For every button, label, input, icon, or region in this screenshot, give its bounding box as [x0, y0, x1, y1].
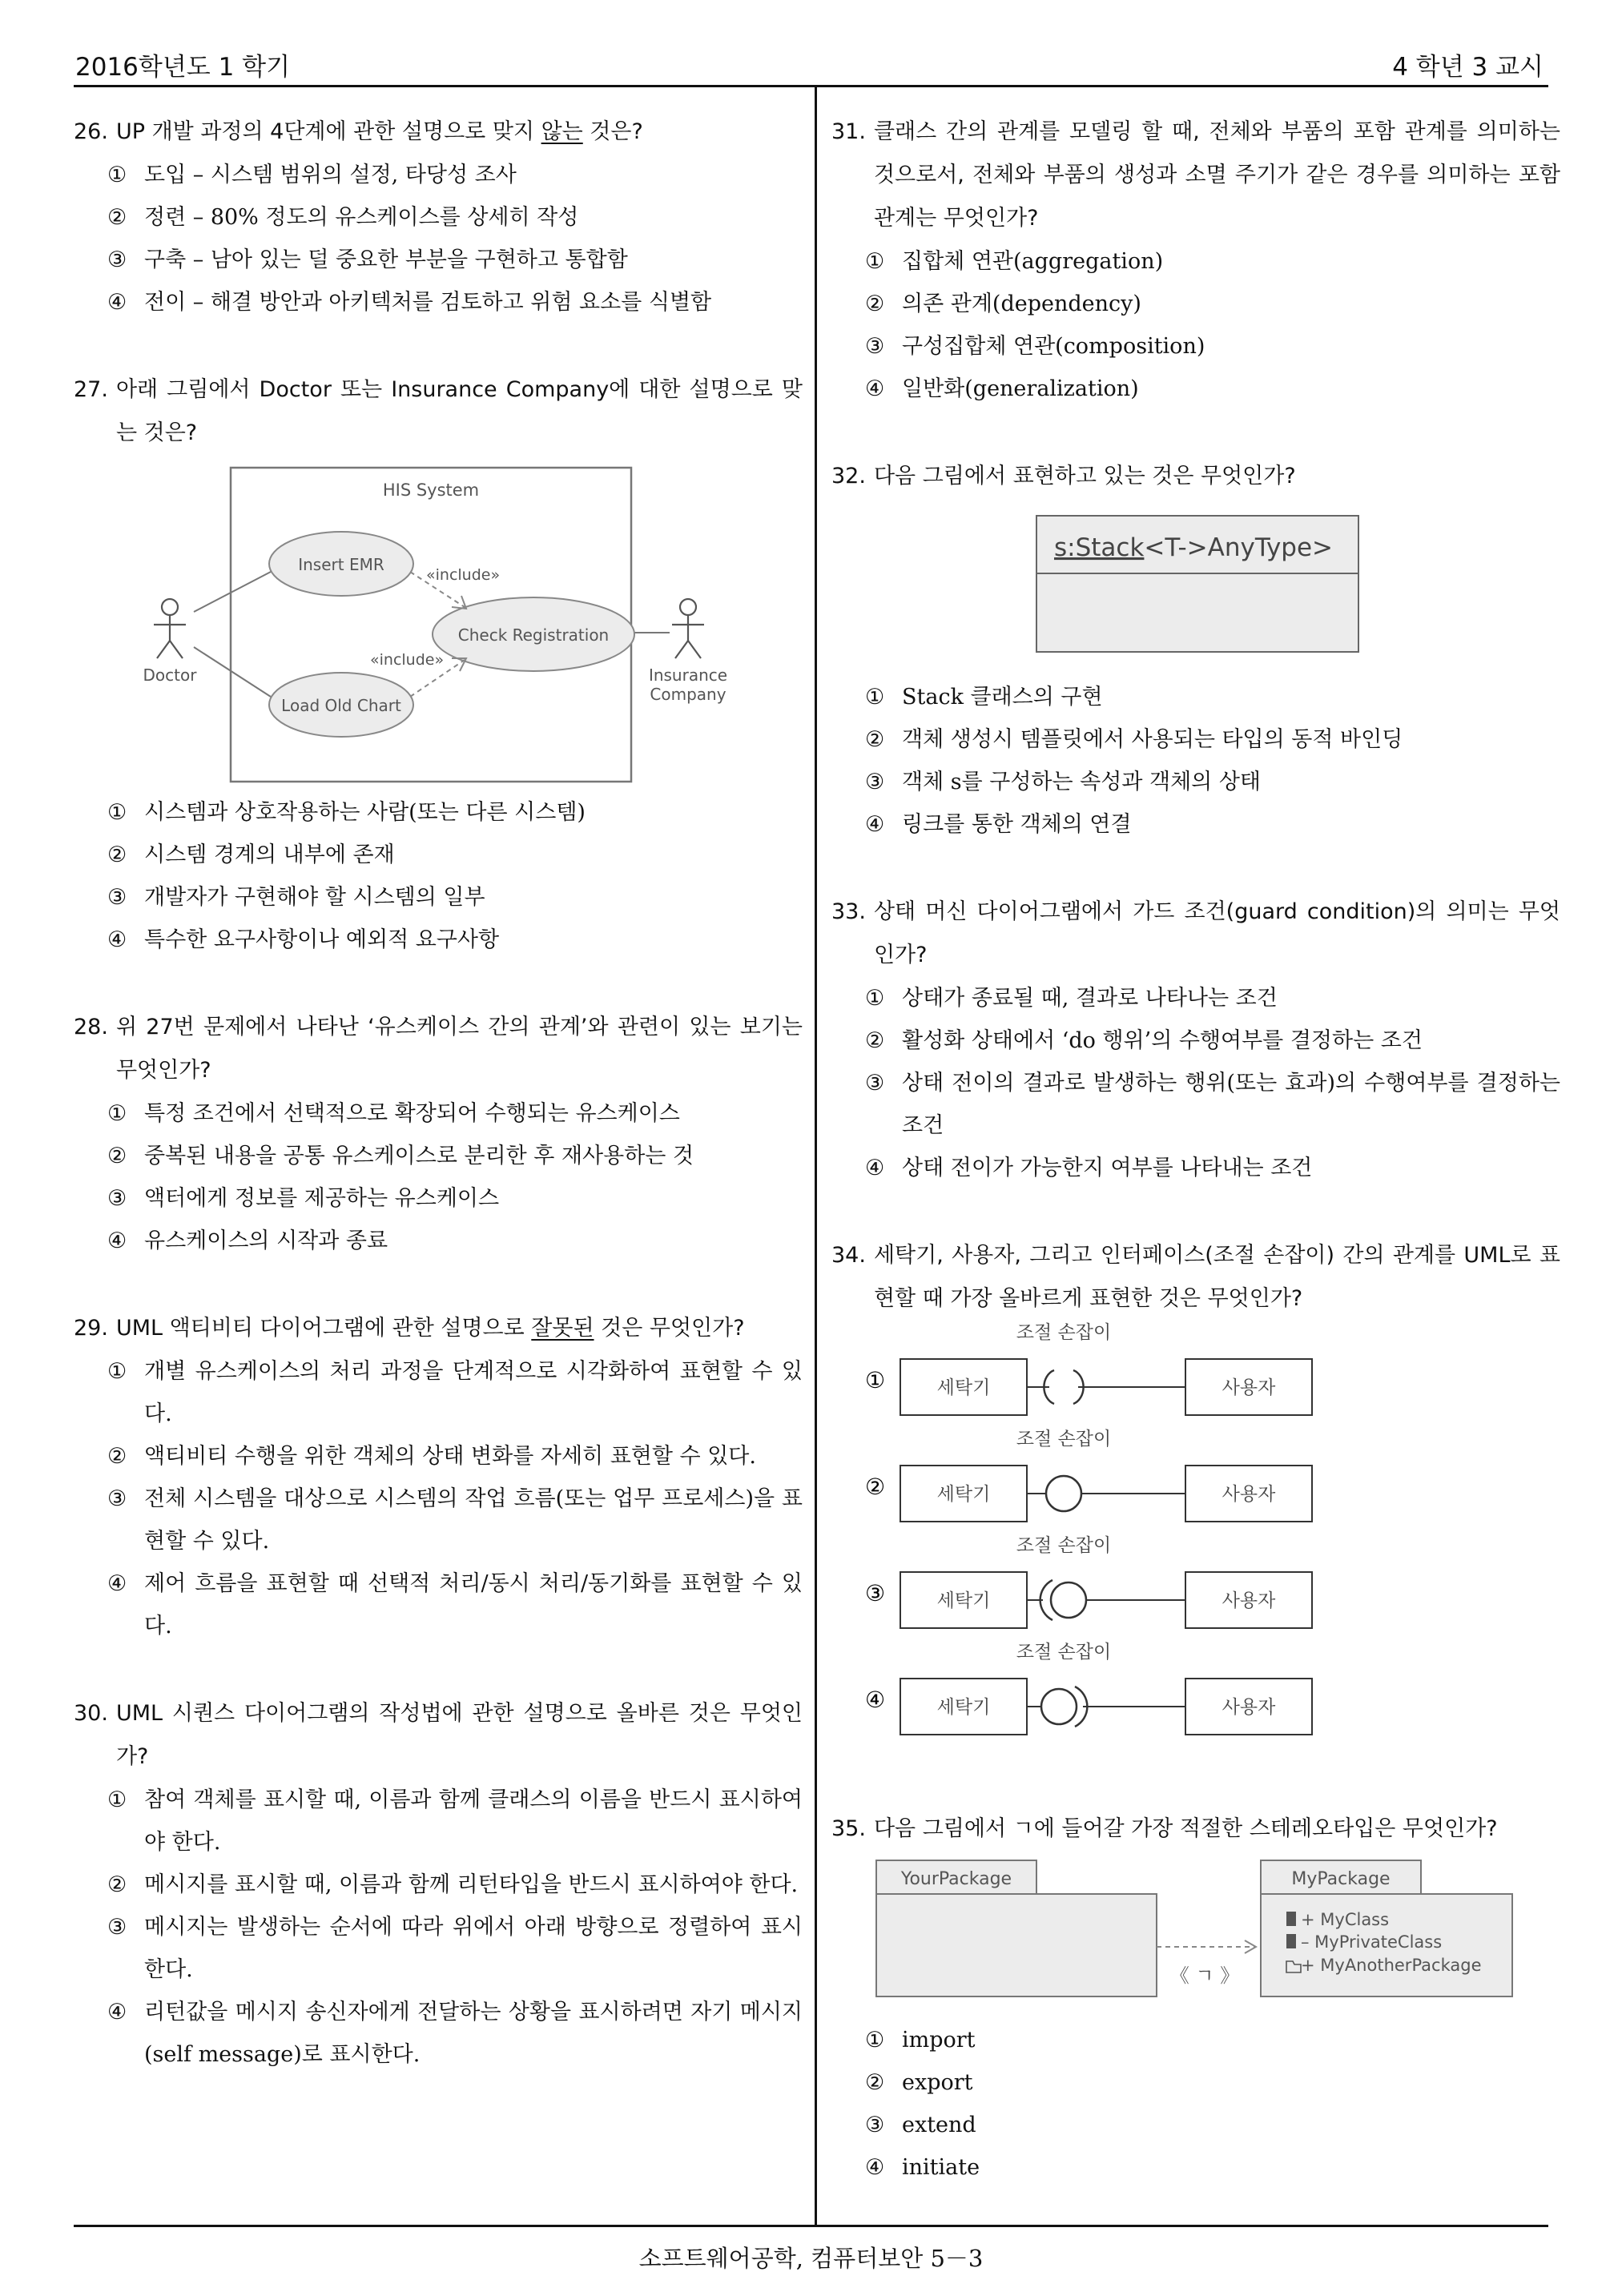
page-footer: 소프트웨어공학, 컴퓨터보안 5－3 — [638, 2245, 984, 2272]
option-3: ③ 액터에게 정보를 제공하는 유스케이스 — [107, 1186, 500, 1211]
svg-text:Insert EMR: Insert EMR — [298, 555, 384, 574]
class-icon — [1286, 1912, 1296, 1926]
package-diagram — [831, 1856, 1560, 2016]
option-4: ④ 전이 – 해결 방안과 아키텍처를 검토하고 위험 요소를 식별함 — [107, 290, 712, 315]
question-26 — [74, 111, 803, 324]
question-text: 아래 그림에서 Doctor 또는 Insurance Company에 대한 설명으로 맞는 것은? — [115, 377, 803, 445]
question-30 — [74, 1692, 803, 2076]
svg-text:④: ④ — [865, 1687, 886, 1713]
object-name: s:Stack<T->AnyType> — [1054, 533, 1334, 562]
option-3: ③ 구축 – 남아 있는 덜 중요한 부분을 구현하고 통합함 — [107, 247, 628, 272]
question-text: 클래스 간의 관계를 모델링 할 때, 전체와 부품의 포함 관계를 의미하는 것으로서, 전체와 부품의 생성과 소멸 주기가 같은 경우를 의미하는 포함 관계는 무엇인가? — [873, 119, 1560, 231]
question-number: 35. — [831, 1816, 866, 1841]
svg-text:세탁기: 세탁기 — [936, 1697, 991, 1718]
option-4: ④ 상태 전이가 가능한지 여부를 나타내는 조건 — [865, 1156, 1313, 1180]
package-my: MyPackage — [1291, 1869, 1391, 1889]
option-1: ① 특정 조건에서 선택적으로 확장되어 수행되는 유스케이스 — [107, 1101, 680, 1126]
option-1: ① 도입 – 시스템 범위의 설정, 타당성 조사 — [107, 163, 517, 187]
interface-option-4 — [865, 1642, 1312, 1735]
option-4: ④ initiate — [865, 2155, 980, 2180]
question-text: UML 액티비티 다이어그램에 관한 설명으로 잘못된 것은 무엇인가? — [115, 1316, 745, 1341]
question-text: UP 개발 과정의 4단계에 관한 설명으로 맞지 않는 것은? — [115, 119, 643, 144]
insurance-actor-icon — [672, 599, 704, 658]
question-text: 상태 머신 다이어그램에서 가드 조건(guard condition)의 의미는 무엇인가? — [873, 899, 1560, 967]
question-35 — [831, 1807, 1560, 2189]
question-number: 27. — [74, 377, 108, 402]
interface-option-2 — [865, 1429, 1312, 1522]
svg-text:조절 손잡이: 조절 손잡이 — [1016, 1642, 1112, 1663]
option-3: ③ 구성집합체 연관(composition) — [865, 334, 1205, 359]
svg-text:– MyPrivateClass: – MyPrivateClass — [1301, 1932, 1443, 1952]
left-column — [74, 111, 803, 2076]
option-1: ① 참여 객체를 표시할 때, 이름과 함께 클래스의 이름을 반드시 표시하여야 한다. — [107, 1787, 803, 1855]
option-1: ① Stack 클래스의 구현 — [865, 685, 1103, 710]
question-27 — [74, 368, 803, 961]
option-4: ④ 일반화(generalization) — [865, 376, 1139, 401]
option-2: ② 의존 관계(dependency) — [865, 292, 1141, 316]
header-grade-period: 4 학년 3 교시 — [1392, 53, 1544, 82]
question-number: 26. — [74, 119, 108, 144]
option-4: ④ 특수한 요구사항이나 예외적 요구사항 — [107, 927, 500, 952]
question-number: 32. — [831, 464, 866, 489]
question-number: 29. — [74, 1316, 108, 1341]
include-label-1: «include» — [426, 566, 501, 584]
option-2: ② 정련 – 80% 정도의 유스케이스를 상세히 작성 — [107, 205, 579, 230]
option-3: ③ 개발자가 구현해야 할 시스템의 일부 — [107, 885, 485, 910]
question-33 — [831, 891, 1560, 1189]
question-text: 위 27번 문제에서 나타난 ‘유스케이스 간의 관계’와 관련이 있는 보기는 무엇인가? — [115, 1015, 803, 1083]
svg-text:+ MyClass: + MyClass — [1301, 1910, 1390, 1929]
actor-insurance-company: Insurance — [648, 665, 728, 685]
question-text: 세탁기, 사용자, 그리고 인터페이스(조절 손잡이) 간의 관계를 UML로 표현할 때 가장 올바르게 표현한 것은 무엇인가? — [873, 1243, 1560, 1311]
option-2: ② 활성화 상태에서 ‘do 행위’의 수행여부를 결정하는 조건 — [865, 1028, 1423, 1053]
question-number: 31. — [831, 119, 866, 144]
svg-text:③: ③ — [865, 1580, 886, 1606]
question-text: 다음 그림에서 ㄱ에 들어갈 가장 적절한 스테레오타입은 무엇인가? — [873, 1816, 1498, 1841]
option-3: ③ 객체 s를 구성하는 속성과 객체의 상태 — [865, 770, 1261, 794]
stereotype-label: 《 ㄱ 》 — [1169, 1964, 1240, 1987]
system-label: HIS System — [382, 481, 480, 500]
option-2: ② 객체 생성시 템플릿에서 사용되는 타입의 동적 바인딩 — [865, 727, 1403, 752]
svg-text:사용자: 사용자 — [1222, 1590, 1276, 1611]
option-2: ② 중복된 내용을 공통 유스케이스로 분리한 후 재사용하는 것 — [107, 1144, 694, 1168]
option-3: ③ 메시지는 발생하는 순서에 따라 위에서 아래 방향으로 정렬하여 표시한다. — [107, 1915, 803, 1982]
question-28 — [74, 1006, 803, 1262]
question-32 — [831, 455, 1560, 846]
option-4: ④ 리턴값을 메시지 송신자에게 전달하는 상황을 표시하려면 자기 메시지(self message)로 표시한다. — [107, 2000, 803, 2067]
option-3: ③ 상태 전이의 결과로 발생하는 행위(또는 효과)의 수행여부를 결정하는 조건 — [865, 1071, 1560, 1138]
question-34 — [831, 1234, 1560, 1771]
question-number: 28. — [74, 1015, 108, 1039]
emphasis: 않는 — [541, 119, 583, 144]
svg-text:조절 손잡이: 조절 손잡이 — [1016, 1429, 1112, 1450]
svg-text:조절 손잡이: 조절 손잡이 — [1016, 1535, 1112, 1556]
option-4: ④ 제어 흐름을 표현할 때 선택적 처리/동시 처리/동기화를 표현할 수 있다. — [107, 1571, 803, 1639]
use-case-diagram — [74, 460, 803, 788]
actor-doctor: Doctor — [143, 665, 197, 685]
svg-text:세탁기: 세탁기 — [936, 1484, 991, 1505]
option-1: ① 집합체 연관(aggregation) — [865, 249, 1164, 274]
question-text: UML 시퀀스 다이어그램의 작성법에 관한 설명으로 올바른 것은 무엇인가? — [115, 1701, 803, 1769]
option-4: ④ 유스케이스의 시작과 종료 — [107, 1228, 388, 1253]
svg-text:세탁기: 세탁기 — [936, 1377, 991, 1398]
doctor-actor-icon — [154, 599, 186, 658]
column-divider — [815, 86, 817, 2225]
package-your: YourPackage — [900, 1869, 1012, 1889]
class-icon — [1286, 1934, 1296, 1948]
svg-text:사용자: 사용자 — [1222, 1484, 1276, 1505]
svg-text:사용자: 사용자 — [1222, 1377, 1276, 1398]
interface-option-1 — [865, 1322, 1312, 1415]
option-2: ② export — [865, 2070, 973, 2095]
header-term: 2016학년도 1 학기 — [75, 53, 291, 82]
option-1: ① 상태가 종료될 때, 결과로 나타나는 조건 — [865, 986, 1278, 1011]
question-29 — [74, 1307, 803, 1647]
svg-text:+ MyAnotherPackage: + MyAnotherPackage — [1301, 1956, 1482, 1975]
interface-options-diagram — [831, 1322, 1560, 1771]
question-text: 다음 그림에서 표현하고 있는 것은 무엇인가? — [873, 464, 1296, 489]
question-31 — [831, 111, 1560, 410]
option-1: ① import — [865, 2028, 976, 2053]
svg-text:②: ② — [865, 1474, 886, 1500]
svg-text:①: ① — [865, 1367, 886, 1393]
option-2: ② 메시지를 표시할 때, 이름과 함께 리턴타입을 반드시 표시하여야 한다. — [107, 1872, 799, 1897]
right-column — [831, 111, 1560, 2189]
option-2: ② 시스템 경계의 내부에 존재 — [107, 842, 395, 867]
question-number: 33. — [831, 899, 866, 924]
include-label-2: «include» — [370, 651, 445, 669]
option-3: ③ 전체 시스템을 대상으로 시스템의 작업 흐름(또는 업무 프로세스)을 표현할 수 있다. — [107, 1486, 803, 1554]
option-4: ④ 링크를 통한 객체의 연결 — [865, 812, 1132, 837]
option-1: ① 개별 유스케이스의 처리 과정을 단계적으로 시각화하여 표현할 수 있다. — [107, 1359, 803, 1426]
question-number: 34. — [831, 1243, 866, 1268]
object-diagram — [831, 509, 1560, 669]
header-rule — [74, 85, 1548, 87]
footer-rule — [74, 2225, 1548, 2227]
svg-text:Check Registration: Check Registration — [457, 625, 610, 645]
svg-text:세탁기: 세탁기 — [936, 1590, 991, 1611]
svg-text:사용자: 사용자 — [1222, 1697, 1276, 1718]
option-2: ② 액티비티 수행을 위한 객체의 상태 변화를 자세히 표현할 수 있다. — [107, 1444, 756, 1469]
option-1: ① 시스템과 상호작용하는 사람(또는 다른 시스템) — [107, 800, 586, 825]
page-header — [74, 43, 1548, 88]
svg-text:조절 손잡이: 조절 손잡이 — [1016, 1322, 1112, 1343]
emphasis: 잘못된 — [531, 1316, 594, 1341]
option-3: ③ extend — [865, 2113, 976, 2137]
interface-option-3 — [865, 1535, 1312, 1628]
question-number: 30. — [74, 1701, 108, 1726]
actor-insurance-company-line2: Company — [650, 685, 726, 704]
svg-text:Load Old Chart: Load Old Chart — [281, 696, 401, 715]
